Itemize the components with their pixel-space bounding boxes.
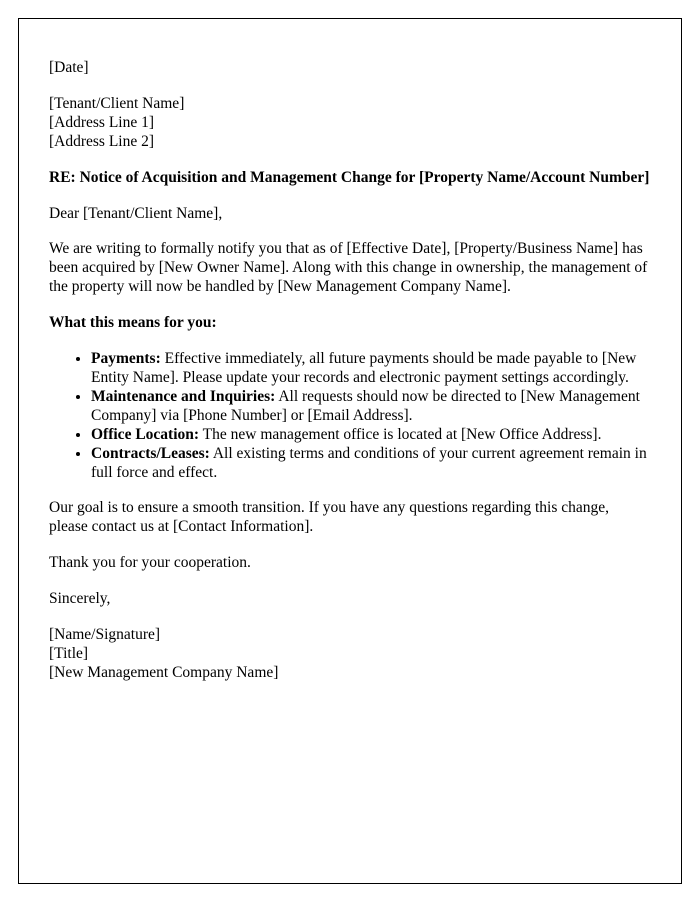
bullet-office-location bbox=[91, 426, 651, 445]
bullet-maintenance-text: All requests should now be directed to [New Management Company] via [Phone Number] or [Email Address]. bbox=[91, 387, 640, 424]
recipient-address-line2: [Address Line 2] bbox=[49, 132, 155, 150]
closing: Sincerely, bbox=[49, 590, 111, 608]
salutation: Dear [Tenant/Client Name], bbox=[49, 204, 223, 222]
subject-line: RE: Notice of Acquisition and Management Change for [Property Name/Account Number] bbox=[49, 168, 650, 186]
signature-title: [Title] bbox=[49, 644, 89, 662]
bullet-maintenance bbox=[91, 388, 651, 426]
bullet-office-location-lead: Office Location: bbox=[91, 425, 200, 443]
bullet-payments-text: Effective immediately, all future payments should be made payable to [New Entity Name]. Please update your records and electronic payment settings accordingly. bbox=[91, 350, 637, 386]
date-line: [Date] bbox=[49, 59, 89, 76]
bullet-contracts-lead: Contracts/Leases: bbox=[91, 444, 210, 462]
signature-company: [New Management Company Name] bbox=[49, 663, 279, 681]
signature-name: [Name/Signature] bbox=[49, 626, 161, 644]
bullet-payments bbox=[91, 350, 651, 388]
section-heading: What this means for you: bbox=[49, 314, 217, 332]
recipient-address-line1: [Address Line 1] bbox=[49, 113, 155, 131]
bullet-maintenance-lead: Maintenance and Inquiries: bbox=[91, 387, 276, 405]
letter-page bbox=[18, 18, 682, 884]
paragraph-intro: We are writing to formally notify you that as of [Effective Date], [Property/Business Name] has been acquired by [New Owner Name]. Along with this change in ownership, the management of the property will now be handled by [New Management Company Name]. bbox=[49, 240, 648, 296]
bullet-office-location-text: The new management office is located at [New Office Address]. bbox=[199, 425, 602, 443]
recipient-block bbox=[49, 95, 651, 152]
bullet-contracts bbox=[91, 445, 651, 483]
signature-block bbox=[49, 626, 651, 683]
paragraph-transition: Our goal is to ensure a smooth transition. If you have any questions regarding this change, please contact us at [Contact Information]. bbox=[49, 499, 610, 536]
paragraph-thanks: Thank you for your cooperation. bbox=[49, 554, 251, 572]
bullet-payments-lead: Payments: bbox=[91, 350, 161, 368]
bullet-contracts-text: All existing terms and conditions of your current agreement remain in full force and effect. bbox=[91, 444, 647, 481]
bullet-list bbox=[49, 350, 651, 482]
recipient-name: [Tenant/Client Name] bbox=[49, 94, 185, 112]
